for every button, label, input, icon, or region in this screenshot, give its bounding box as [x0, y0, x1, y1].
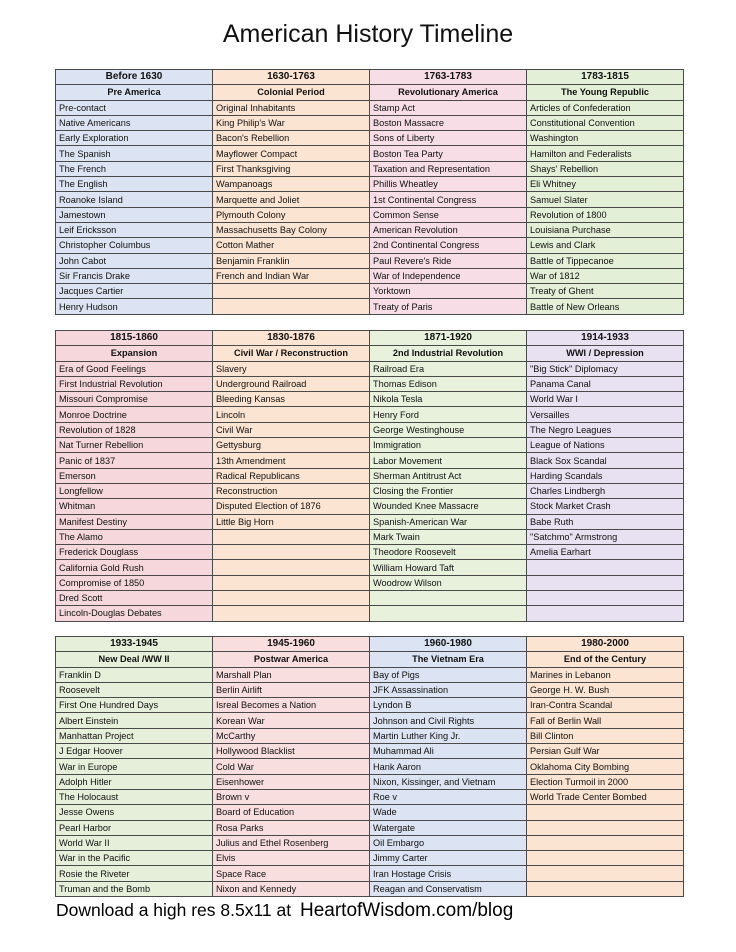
timeline-cell: French and Indian War — [213, 268, 370, 283]
timeline-cell: Articles of Confederation — [527, 100, 684, 115]
timeline-cell: JFK Assassination — [370, 682, 527, 697]
table-row — [56, 422, 684, 437]
timeline-cell: Leif Ericksson — [56, 222, 213, 237]
timeline-cell: Lincoln-Douglas Debates — [56, 606, 213, 621]
era-name-header: 2nd Industrial Revolution — [370, 346, 527, 361]
timeline-cell: Rosa Parks — [213, 820, 370, 835]
timeline-table-3 — [55, 636, 684, 897]
era-years-header: 1830-1876 — [213, 331, 370, 346]
timeline-cell: Manhattan Project — [56, 728, 213, 743]
era-years-header: 1763-1783 — [370, 70, 527, 85]
table-row — [56, 100, 684, 115]
timeline-cell: 2nd Continental Congress — [370, 238, 527, 253]
table-row — [56, 835, 684, 850]
table-row — [56, 284, 684, 299]
timeline-cell: League of Nations — [527, 438, 684, 453]
timeline-cell: Jamestown — [56, 207, 213, 222]
timeline-cell: Jesse Owens — [56, 805, 213, 820]
timeline-cell: War in the Pacific — [56, 851, 213, 866]
timeline-cell — [527, 835, 684, 850]
table-row — [56, 376, 684, 391]
timeline-cell — [370, 606, 527, 621]
timeline-cell: Bacon's Rebellion — [213, 131, 370, 146]
timeline-cell: Persian Gulf War — [527, 744, 684, 759]
timeline-cell — [213, 299, 370, 314]
timeline-cell: Manifest Destiny — [56, 514, 213, 529]
timeline-cell: World Trade Center Bombed — [527, 789, 684, 804]
timeline-cell: Henry Hudson — [56, 299, 213, 314]
timeline-table-1 — [55, 69, 684, 315]
timeline-cell: Emerson — [56, 468, 213, 483]
table-row — [56, 438, 684, 453]
era-name-header: End of the Century — [527, 652, 684, 667]
timeline-cell: Brown v — [213, 789, 370, 804]
timeline-cell: Paul Revere's Ride — [370, 253, 527, 268]
era-name-header: Revolutionary America — [370, 85, 527, 100]
timeline-cell: Battle of Tippecanoe — [527, 253, 684, 268]
table-row — [56, 161, 684, 176]
timeline-cell: Wampanoags — [213, 177, 370, 192]
table-row — [56, 407, 684, 422]
table-row — [56, 146, 684, 161]
timeline-cell: Slavery — [213, 361, 370, 376]
timeline-cell: Martin Luther King Jr. — [370, 728, 527, 743]
period-name-row — [56, 652, 684, 667]
timeline-cell: American Revolution — [370, 222, 527, 237]
era-years-header: 1783-1815 — [527, 70, 684, 85]
timeline-cell: The French — [56, 161, 213, 176]
timeline-cell: Jacques Cartier — [56, 284, 213, 299]
timeline-cell: Bleeding Kansas — [213, 392, 370, 407]
era-name-header: Pre America — [56, 85, 213, 100]
timeline-cell: Treaty of Ghent — [527, 284, 684, 299]
timeline-cell: Woodrow Wilson — [370, 575, 527, 590]
timeline-cell: Bay of Pigs — [370, 667, 527, 682]
table-row — [56, 131, 684, 146]
timeline-cell: Original Inhabitants — [213, 100, 370, 115]
timeline-cell: George Westinghouse — [370, 422, 527, 437]
era-name-header: Civil War / Reconstruction — [213, 346, 370, 361]
timeline-cell: Closing the Frontier — [370, 483, 527, 498]
table-row — [56, 361, 684, 376]
timeline-cell: Space Race — [213, 866, 370, 881]
timeline-cell: Elvis — [213, 851, 370, 866]
timeline-cell: World War I — [527, 392, 684, 407]
timeline-cell: William Howard Taft — [370, 560, 527, 575]
table-row — [56, 591, 684, 606]
timeline-cell: Underground Railroad — [213, 376, 370, 391]
timeline-cell: Samuel Slater — [527, 192, 684, 207]
era-years-header: 1945-1960 — [213, 637, 370, 652]
era-years-header: 1914-1933 — [527, 331, 684, 346]
timeline-cell: Wounded Knee Massacre — [370, 499, 527, 514]
timeline-cell: Korean War — [213, 713, 370, 728]
timeline-cell: Iran Hostage Crisis — [370, 866, 527, 881]
timeline-cell: Mark Twain — [370, 529, 527, 544]
timeline-cell: Marquette and Joliet — [213, 192, 370, 207]
timeline-cell — [527, 606, 684, 621]
table-row — [56, 453, 684, 468]
timeline-cell: Thomas Edison — [370, 376, 527, 391]
table-row — [56, 468, 684, 483]
timeline-cell: Versailles — [527, 407, 684, 422]
timeline-cell: Lincoln — [213, 407, 370, 422]
table-row — [56, 253, 684, 268]
era-name-header: The Vietnam Era — [370, 652, 527, 667]
timeline-cell: Spanish-American War — [370, 514, 527, 529]
timeline-cell: Jimmy Carter — [370, 851, 527, 866]
timeline-cell: Black Sox Scandal — [527, 453, 684, 468]
timeline-cell: The Spanish — [56, 146, 213, 161]
table-row — [56, 299, 684, 314]
timeline-cell: John Cabot — [56, 253, 213, 268]
table-row — [56, 268, 684, 283]
table-row — [56, 207, 684, 222]
period-name-row — [56, 346, 684, 361]
timeline-cell: The Negro Leagues — [527, 422, 684, 437]
timeline-cell: Charles Lindbergh — [527, 483, 684, 498]
timeline-cell: California Gold Rush — [56, 560, 213, 575]
timeline-cell: Henry Ford — [370, 407, 527, 422]
timeline-cell — [213, 591, 370, 606]
table-row — [56, 177, 684, 192]
table-row — [56, 698, 684, 713]
timeline-cell: Radical Republicans — [213, 468, 370, 483]
timeline-cell: Era of Good Feelings — [56, 361, 213, 376]
timeline-cell: War in Europe — [56, 759, 213, 774]
table-row — [56, 238, 684, 253]
footer-text: Download a high res 8.5x11 at — [56, 900, 292, 920]
table-row — [56, 115, 684, 130]
timeline-cell: Nikola Tesla — [370, 392, 527, 407]
timeline-cell: War of 1812 — [527, 268, 684, 283]
timeline-cell: Washington — [527, 131, 684, 146]
timeline-cell: Reconstruction — [213, 483, 370, 498]
timeline-cell: Panic of 1837 — [56, 453, 213, 468]
timeline-cell: Battle of New Orleans — [527, 299, 684, 314]
timeline-cell: Eisenhower — [213, 774, 370, 789]
timeline-cell: McCarthy — [213, 728, 370, 743]
timeline-cell: World War II — [56, 835, 213, 850]
timeline-cell: Nat Turner Rebellion — [56, 438, 213, 453]
timeline-cell: Common Sense — [370, 207, 527, 222]
timeline-cell: Eli Whitney — [527, 177, 684, 192]
table-row — [56, 514, 684, 529]
timeline-cell: Hank Aaron — [370, 759, 527, 774]
table-row — [56, 682, 684, 697]
table-row — [56, 774, 684, 789]
timeline-cell: Amelia Earhart — [527, 545, 684, 560]
timeline-cell: Dred Scott — [56, 591, 213, 606]
timeline-cell: "Big Stick" Diplomacy — [527, 361, 684, 376]
table-row — [56, 866, 684, 881]
timeline-cell: 1st Continental Congress — [370, 192, 527, 207]
timeline-cell: Phillis Wheatley — [370, 177, 527, 192]
timeline-cell: Little Big Horn — [213, 514, 370, 529]
table-row — [56, 713, 684, 728]
timeline-cell: Lyndon B — [370, 698, 527, 713]
table-row — [56, 667, 684, 682]
table-row — [56, 759, 684, 774]
timeline-cell: Julius and Ethel Rosenberg — [213, 835, 370, 850]
timeline-cell: Shays' Rebellion — [527, 161, 684, 176]
timeline-cell: Benjamin Franklin — [213, 253, 370, 268]
timeline-cell: Early Exploration — [56, 131, 213, 146]
timeline-cell: Marshall Plan — [213, 667, 370, 682]
timeline-cell: Revolution of 1800 — [527, 207, 684, 222]
timeline-cell: Christopher Columbus — [56, 238, 213, 253]
era-header-row — [56, 70, 684, 85]
timeline-cell: Wade — [370, 805, 527, 820]
timeline-cell: Pearl Harbor — [56, 820, 213, 835]
table-row — [56, 881, 684, 896]
era-years-header: 1980-2000 — [527, 637, 684, 652]
timeline-cell: Longfellow — [56, 483, 213, 498]
timeline-cell: 13th Amendment — [213, 453, 370, 468]
timeline-cell: Stock Market Crash — [527, 499, 684, 514]
timeline-cell — [527, 805, 684, 820]
timeline-cell: Native Americans — [56, 115, 213, 130]
timeline-cell: Mayflower Compact — [213, 146, 370, 161]
era-years-header: 1933-1945 — [56, 637, 213, 652]
timeline-cell: Nixon and Kennedy — [213, 881, 370, 896]
footer-download-note — [56, 900, 513, 922]
timeline-cell — [527, 820, 684, 835]
period-name-row — [56, 85, 684, 100]
timeline-cell: Frederick Douglass — [56, 545, 213, 560]
timeline-cell: Election Turmoil in 2000 — [527, 774, 684, 789]
timeline-cell: Boston Tea Party — [370, 146, 527, 161]
table-row — [56, 222, 684, 237]
era-name-header: The Young Republic — [527, 85, 684, 100]
timeline-cell — [213, 284, 370, 299]
timeline-cell: Theodore Roosevelt — [370, 545, 527, 560]
timeline-cell: George H. W. Bush — [527, 682, 684, 697]
timeline-cell: Roanoke Island — [56, 192, 213, 207]
era-header-row — [56, 331, 684, 346]
timeline-cell: The Alamo — [56, 529, 213, 544]
timeline-cell — [527, 851, 684, 866]
timeline-cell: Franklin D — [56, 667, 213, 682]
timeline-cell: Revolution of 1828 — [56, 422, 213, 437]
timeline-cell: Bill Clinton — [527, 728, 684, 743]
timeline-cell: Board of Education — [213, 805, 370, 820]
table-row — [56, 192, 684, 207]
table-row — [56, 483, 684, 498]
timeline-table-2 — [55, 330, 684, 622]
table-row — [56, 545, 684, 560]
table-row — [56, 560, 684, 575]
timeline-cell: Rosie the Riveter — [56, 866, 213, 881]
timeline-cell: Missouri Compromise — [56, 392, 213, 407]
table-row — [56, 575, 684, 590]
timeline-cell: Reagan and Conservatism — [370, 881, 527, 896]
timeline-cell — [213, 560, 370, 575]
timeline-cell: Immigration — [370, 438, 527, 453]
table-row — [56, 529, 684, 544]
timeline-cell: Stamp Act — [370, 100, 527, 115]
era-header-row — [56, 637, 684, 652]
table-row — [56, 851, 684, 866]
timeline-cell: Compromise of 1850 — [56, 575, 213, 590]
timeline-cell: Oklahoma City Bombing — [527, 759, 684, 774]
era-years-header: 1960-1980 — [370, 637, 527, 652]
timeline-cell: Constitutional Convention — [527, 115, 684, 130]
timeline-cell: Hollywood Blacklist — [213, 744, 370, 759]
table-row — [56, 606, 684, 621]
timeline-cell: Watergate — [370, 820, 527, 835]
era-years-header: Before 1630 — [56, 70, 213, 85]
table-row — [56, 789, 684, 804]
table-row — [56, 499, 684, 514]
timeline-cell — [213, 575, 370, 590]
timeline-cell: Sir Francis Drake — [56, 268, 213, 283]
timeline-cell: Lewis and Clark — [527, 238, 684, 253]
table-row — [56, 805, 684, 820]
timeline-cell: Muhammad Ali — [370, 744, 527, 759]
timeline-cell: "Satchmo" Armstrong — [527, 529, 684, 544]
timeline-cell: Marines in Lebanon — [527, 667, 684, 682]
timeline-cell: Pre-contact — [56, 100, 213, 115]
timeline-cell: Boston Massacre — [370, 115, 527, 130]
timeline-cell: War of Independence — [370, 268, 527, 283]
timeline-cell: Isreal Becomes a Nation — [213, 698, 370, 713]
timeline-cell: Plymouth Colony — [213, 207, 370, 222]
timeline-cell: Civil War — [213, 422, 370, 437]
era-name-header: New Deal /WW II — [56, 652, 213, 667]
timeline-cell: Gettysburg — [213, 438, 370, 453]
era-name-header: Expansion — [56, 346, 213, 361]
timeline-cell: Iran-Contra Scandal — [527, 698, 684, 713]
timeline-cell: Oil Embargo — [370, 835, 527, 850]
timeline-cell: Sons of Liberty — [370, 131, 527, 146]
timeline-cell — [527, 881, 684, 896]
timeline-cell — [213, 606, 370, 621]
era-years-header: 1815-1860 — [56, 331, 213, 346]
table-row — [56, 728, 684, 743]
timeline-cell: Massachusetts Bay Colony — [213, 222, 370, 237]
era-years-header: 1871-1920 — [370, 331, 527, 346]
timeline-cell: Roosevelt — [56, 682, 213, 697]
footer-site-link[interactable]: HeartofWisdom.com/blog — [299, 900, 514, 921]
era-name-header: Colonial Period — [213, 85, 370, 100]
timeline-cell: Hamilton and Federalists — [527, 146, 684, 161]
timeline-cell — [213, 545, 370, 560]
table-row — [56, 744, 684, 759]
timeline-cell: Labor Movement — [370, 453, 527, 468]
table-row — [56, 392, 684, 407]
timeline-cell — [527, 575, 684, 590]
timeline-cell — [527, 866, 684, 881]
timeline-cell: Johnson and Civil Rights — [370, 713, 527, 728]
timeline-cell: First One Hundred Days — [56, 698, 213, 713]
timeline-cell: Sherman Antitrust Act — [370, 468, 527, 483]
timeline-cell: The English — [56, 177, 213, 192]
timeline-cell: Truman and the Bomb — [56, 881, 213, 896]
timeline-cell: Whitman — [56, 499, 213, 514]
timeline-cell — [213, 529, 370, 544]
timeline-cell: Monroe Doctrine — [56, 407, 213, 422]
table-row — [56, 820, 684, 835]
timeline-cell: Cotton Mather — [213, 238, 370, 253]
timeline-cell: Babe Ruth — [527, 514, 684, 529]
timeline-cell: First Industrial Revolution — [56, 376, 213, 391]
timeline-cell: Panama Canal — [527, 376, 684, 391]
timeline-cell: Albert Einstein — [56, 713, 213, 728]
timeline-cell: Louisiana Purchase — [527, 222, 684, 237]
timeline-cell: First Thanksgiving — [213, 161, 370, 176]
timeline-cell: Railroad Era — [370, 361, 527, 376]
timeline-cell: Fall of Berlin Wall — [527, 713, 684, 728]
era-name-header: Postwar America — [213, 652, 370, 667]
timeline-cell: J Edgar Hoover — [56, 744, 213, 759]
timeline-cell: Adolph Hitler — [56, 774, 213, 789]
timeline-cell: Cold War — [213, 759, 370, 774]
timeline-cell: Roe v — [370, 789, 527, 804]
timeline-cell — [370, 591, 527, 606]
timeline-cell: Harding Scandals — [527, 468, 684, 483]
timeline-cell: Taxation and Representation — [370, 161, 527, 176]
timeline-cell — [527, 560, 684, 575]
era-name-header: WWI / Depression — [527, 346, 684, 361]
timeline-cell: Treaty of Paris — [370, 299, 527, 314]
timeline-cell: King Philip's War — [213, 115, 370, 130]
timeline-cell: Nixon, Kissinger, and Vietnam — [370, 774, 527, 789]
page-title: American History Timeline — [222, 20, 514, 48]
era-years-header: 1630-1763 — [213, 70, 370, 85]
timeline-cell — [527, 591, 684, 606]
timeline-cell: Yorktown — [370, 284, 527, 299]
timeline-cell: The Holocaust — [56, 789, 213, 804]
timeline-cell: Berlin Airlift — [213, 682, 370, 697]
timeline-cell: Disputed Election of 1876 — [213, 499, 370, 514]
